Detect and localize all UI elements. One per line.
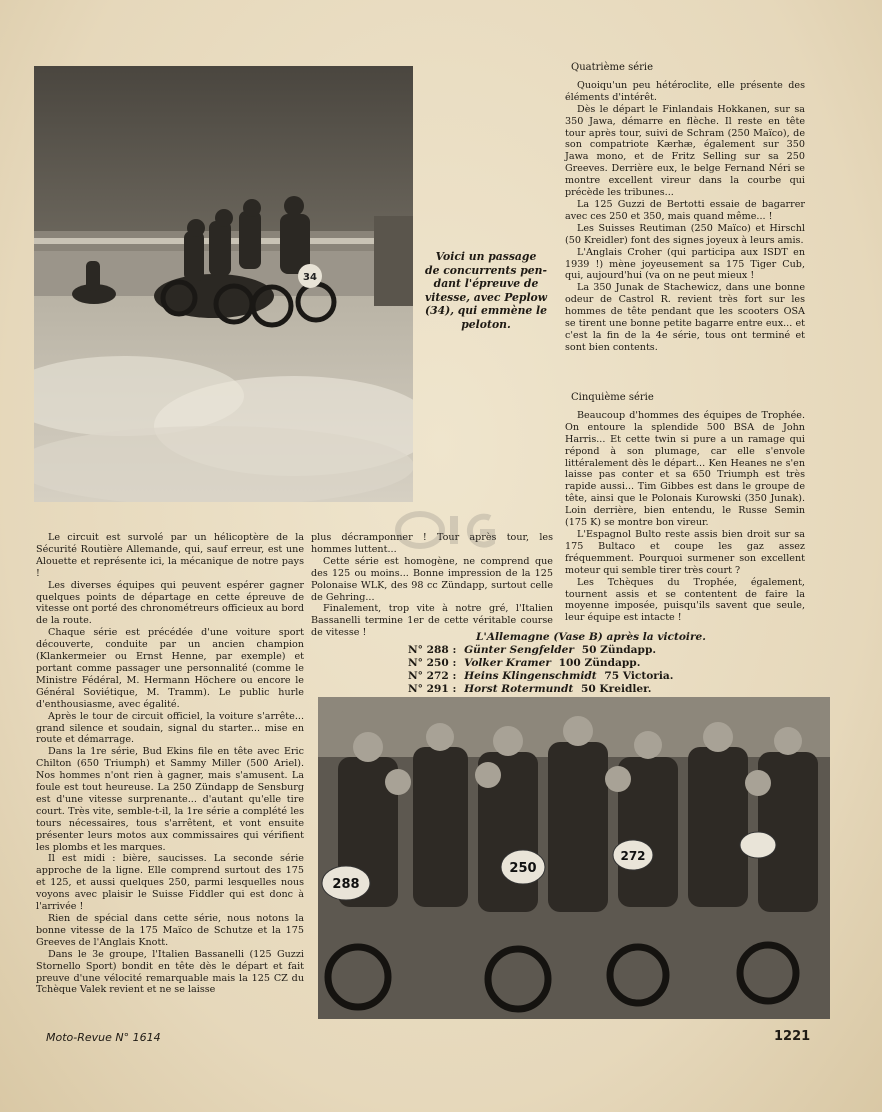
caption-line: peloton. [461, 317, 511, 331]
paragraph: Dans la 1re série, Bud Ekins file en tête avec Eric Chilton (650 Triumph) et Sammy Miller (500 Ariel). Nos hommes n'ont rien à gagner, mais s'amusent. La foule est tout heureuse. La 250 Zündapp de Sensburg est d'une vitesse surprenante... d'autant qu'elle tire court. Très vite, semble-t-il, la 1re série a complété les tours nécessaires, tous s'arrêtent, et vont ensuite présenter leurs motos aux commissaires qui vérifient les plombs et les marques. [36, 746, 304, 853]
paragraph: Après le tour de circuit officiel, la voiture s'arrête... grand silence et soudain, signal du starter... mise en route et démarrage. [36, 710, 304, 746]
paragraph: Beaucoup d'hommes des équipes de Trophée. On entoure la splendide 500 BSA de John Harris... Et cette twin si pure a un ramage qui répond à son plumage, car elle s'envole littéralement dès le départ... Ken Heanes ne s'en laisse pas conter et sa 650 Triumph est très rapide aussi... Tim Gibbes est dans le groupe de tête, ainsi que le Polonais Kurowski (350 Junak). Loin derrière, bien entendu, le Russe Semin (175 K) se montre bon vireur. [565, 409, 805, 529]
team-result-title: L'Allemagne (Vase B) après la victoire. [476, 631, 706, 643]
page-number: 1221 [774, 1029, 811, 1044]
team-member-row [408, 670, 718, 683]
paragraph: Dès le départ le Finlandais Hokkanen, sur sa 350 Jawa, démarre en flèche. Il reste en tête tour après tour, suivi de Schram (250 Maïco), de son compatriote Kærhæ, également sur 350 Jawa mono, et de Fritz Selling sur sa 250 Greeves. Derrière eux, le belge Fernand Néri se montre excellent vireur dans la courbe qui précède les tribunes... [565, 103, 805, 199]
rider-number: N° 272 : [408, 670, 457, 682]
paragraph: Les Suisses Reutiman (250 Maïco) et Hirschl (50 Kreidler) font des signes joyeux à leurs amis. [565, 222, 805, 246]
rider-number: N° 291 : [408, 683, 457, 695]
watermark-logo [380, 510, 510, 550]
race-photo-image [34, 66, 413, 502]
caption-line: dant l'épreuve de [433, 277, 539, 290]
bib-number-272: 272 [620, 849, 646, 863]
paragraph: Quoiqu'un peu hétéroclite, elle présente des éléments d'intérêt. [565, 79, 805, 103]
team-result [408, 631, 718, 696]
paragraph: Rien de spécial dans cette série, nous notons la bonne vitesse de la 175 Maïco de Schutze et la 175 Greeves de l'Anglais Knott. [36, 913, 304, 948]
caption-line: (34), qui emmène le [424, 304, 548, 317]
team-member-row [408, 644, 718, 657]
photo-caption [420, 250, 552, 331]
team-member-row [408, 683, 718, 696]
paragraph: Dans le 3e groupe, l'Italien Bassanelli (125 Guzzi Stornello Sport) bondit en tête dès le départ et fait preuve d'une vélocité remarquable mais la 125 CZ du Tchèque Valek revient et ne se laisse [36, 948, 304, 996]
column-right-top [565, 62, 805, 354]
paragraph: L'Anglais Croher (qui participa aux ISDT en 1939 !) mène joyeusement sa 175 Tiger Cub, qui, aujourd'hui (va on ne peut mieux ! [565, 246, 805, 282]
rider-name: Günter Sengfelder [464, 644, 574, 656]
rider-name: Heins Klingenschmidt [464, 670, 597, 682]
paragraph: Le circuit est survolé par un hélicoptère de la Sécurité Routière Allemande, qui, sauf erreur, est une Alouette et représente ici, la mécanique de notre pays ! [36, 532, 304, 579]
bib-number-34: 34 [303, 272, 317, 283]
paragraph: La 125 Guzzi de Bertotti essaie de bagarrer avec ces 250 et 350, mais quand même... ! [565, 198, 805, 222]
rider-machine: 100 Zündapp. [558, 657, 641, 669]
rider-machine: 75 Victoria. [604, 670, 674, 682]
section-heading: Quatrième série [571, 62, 654, 73]
rider-number: N° 288 : [408, 644, 457, 656]
magazine-issue: Moto-Revue N° 1614 [46, 1031, 161, 1044]
column-left [36, 532, 304, 996]
paragraph: Il est midi : bière, saucisses. La seconde série approche de la ligne. Elle comprend surtout des 175 et 125, et aussi quelques 250, parmi lesquelles nous voyons avec plaisir le Suisse Fiddler qui est donc à l'arrivée ! [36, 853, 304, 913]
paragraph: Cette série est homogène, ne comprend que des 125 ou moins... Bonne impression de la 125 Polonaise WLK, des 98 cc Zündapp, surtout celle de Gehring... [311, 555, 553, 603]
paragraph: Chaque série est précédée d'une voiture sport découverte, conduite par un ancien champion (Klankermeier ou Ernst Henne, par exemple) et portant comme passager une personnalité (comme le Ministre Fédéral, M. Hermann Höchere ou encore le Général Soviétique, M. Tramm). Le public hurle d'enthousiasme, avec égalité. [36, 627, 304, 710]
bib-number-250: 250 [509, 861, 537, 876]
caption-line: de concurrents pen- [425, 263, 547, 277]
rider-number: N° 250 : [408, 657, 457, 669]
paragraph: Les diverses équipes qui peuvent espérer gagner quelques points de départage en cette épreuve de vitesse ont porté des chronométreurs officieux au bord de la route. [36, 579, 304, 627]
paragraph: La 350 Junak de Stachewicz, dans une bonne odeur de Castrol R. revient très fort sur les hommes de tête pendant que les scooters OSA se tirent une bonne petite bagarre entre eux... et c'est la fin de la 4e série, tous ont terminé et sont bien contents. [565, 282, 805, 353]
bib-number-288: 288 [332, 877, 360, 892]
rider-name: Volker Kramer [464, 657, 551, 669]
caption-line: vitesse, avec Peplow [424, 290, 548, 304]
caption-line: Voici un passage [435, 250, 537, 263]
paragraph: L'Espagnol Bulto reste assis bien droit sur sa 175 Bultaco et coupe les gaz assez fréquemment. Pourquoi surmener son excellent moteur qui semble tirer très court ? [565, 528, 805, 576]
paragraph: plus décramponner ! Tour après tour, les hommes luttent... [311, 532, 553, 555]
team-photo [318, 697, 830, 1019]
column-right-bottom [565, 392, 805, 624]
rider-machine: 50 Kreidler. [581, 683, 652, 695]
team-member-row [408, 657, 718, 670]
team-photo-image [318, 697, 830, 1019]
paragraph: Finalement, trop vite à notre gré, l'Italien Bassanelli termine 1er de cette véritable course de vitesse ! [311, 603, 553, 639]
race-photo [34, 66, 413, 502]
section-heading: Cinquième série [571, 392, 654, 403]
rider-name: Horst Rotermundt [464, 683, 574, 695]
rider-machine: 50 Zündapp. [581, 644, 657, 656]
paragraph: Les Tchèques du Trophée, également, tournent assis et se contentent de faire la moyenne imposée, puisqu'ils savent que seule, leur équipe est intacte ! [565, 576, 805, 624]
